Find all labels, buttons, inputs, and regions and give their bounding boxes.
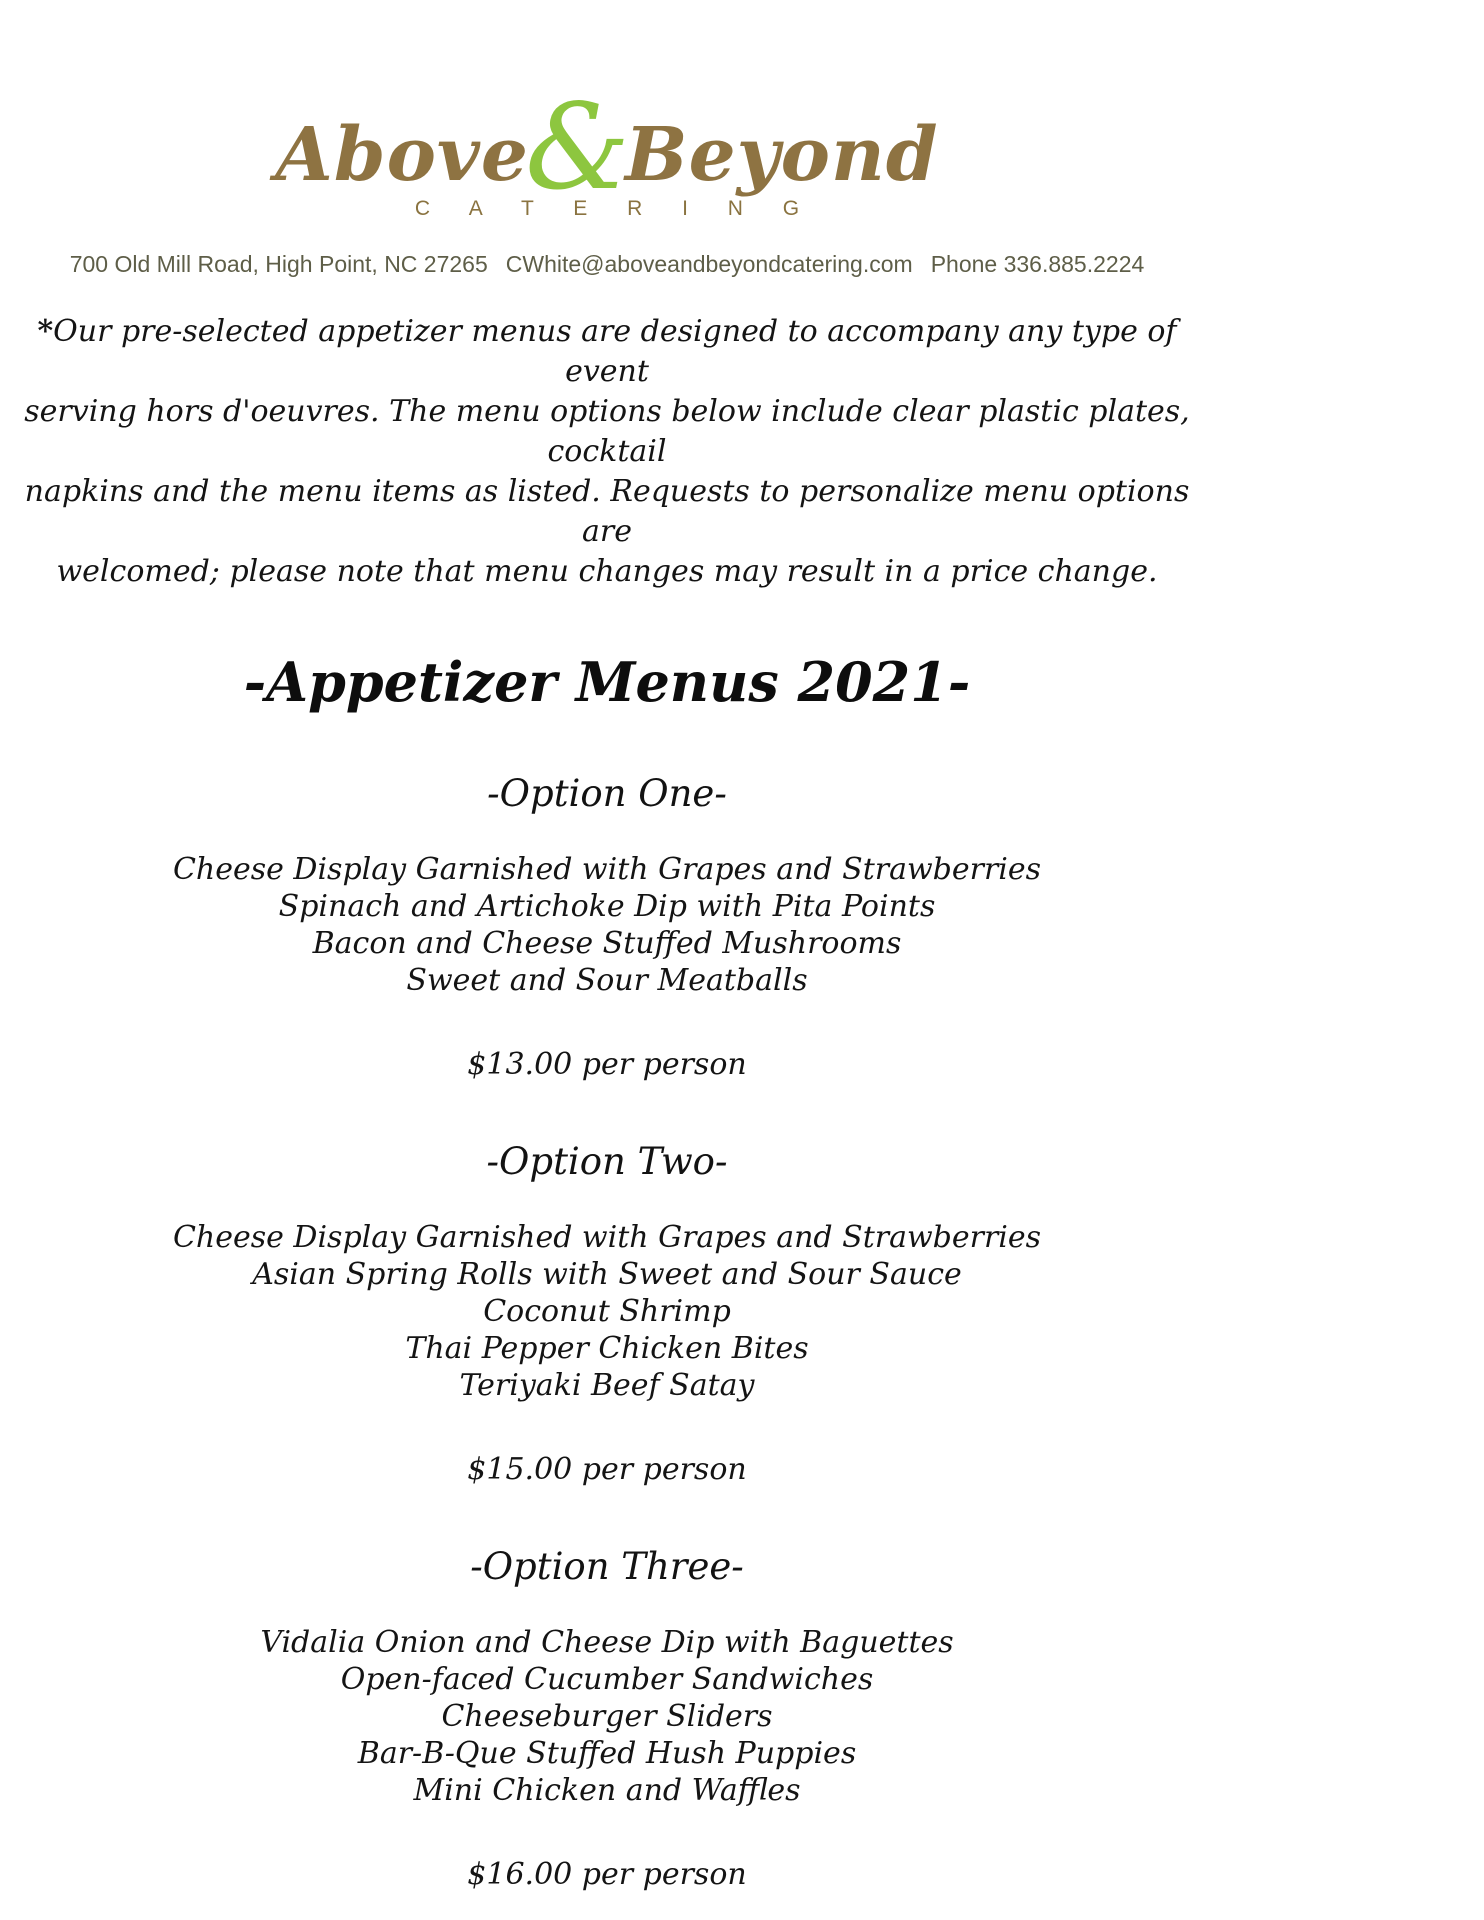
menu-item-list <box>0 1219 1214 1404</box>
intro-line <box>0 312 1214 392</box>
price-per-person: $15.00 per person <box>467 1452 747 1487</box>
brand-logo <box>0 0 1214 219</box>
menu-item-list <box>0 1624 1214 1809</box>
brand-word-above: Above <box>275 112 529 198</box>
menu-section-option-three <box>0 1545 1214 1892</box>
brand-tagline: C A T E R I N G <box>414 197 817 220</box>
contact-email: CWhite@aboveandbeyondcatering.com <box>505 251 913 277</box>
menu-item: Coconut Shrimp <box>483 1294 731 1329</box>
price-per-person: $16.00 per person <box>467 1857 747 1892</box>
section-heading-option-one: -Option One- <box>487 772 727 815</box>
menu-item: Vidalia Onion and Cheese Dip with Baguettes <box>260 1625 954 1660</box>
menu-section-option-two <box>0 1140 1214 1487</box>
contact-line <box>0 251 1214 278</box>
menu-item: Spinach and Artichoke Dip with Pita Points <box>278 889 936 924</box>
menu-item: Cheeseburger Sliders <box>441 1699 773 1734</box>
price-per-person: $13.00 per person <box>467 1047 747 1082</box>
contact-phone: Phone 336.885.2224 <box>930 251 1145 277</box>
menu-item: Cheese Display Garnished with Grapes and Strawberries <box>172 1220 1042 1255</box>
menu-item: Mini Chicken and Waffles <box>413 1773 801 1808</box>
menu-item: Bar-B-Que Stuffed Hush Puppies <box>357 1736 857 1771</box>
brand-word-beyond: Beyond <box>625 112 939 198</box>
section-heading-option-two: -Option Two- <box>486 1140 728 1183</box>
menu-item-list <box>0 851 1214 999</box>
menu-section-option-one <box>0 772 1214 1082</box>
menu-item: Sweet and Sour Meatballs <box>406 963 808 998</box>
menu-item: Teriyaki Beef Satay <box>459 1368 755 1403</box>
intro-paragraph <box>0 312 1214 592</box>
intro-line-text: Our pre-selected appetizer menus are designed to accompany any type of event <box>53 314 1177 389</box>
menu-item: Thai Pepper Chicken Bites <box>405 1331 809 1366</box>
intro-line: welcomed; please note that menu changes may result in a price change. <box>56 554 1158 589</box>
menu-item: Asian Spring Rolls with Sweet and Sour Sauce <box>252 1257 962 1292</box>
menu-item: Bacon and Cheese Stuffed Mushrooms <box>312 926 902 961</box>
menu-item: Cheese Display Garnished with Grapes and Strawberries <box>172 852 1042 887</box>
intro-line: napkins and the menu items as listed. Requests to personalize menu options are <box>24 474 1190 549</box>
brand-wordmark: Above&Beyond <box>275 78 939 216</box>
page-title: -Appetizer Menus 2021- <box>243 650 971 714</box>
section-heading-option-three: -Option Three- <box>470 1545 744 1588</box>
contact-address: 700 Old Mill Road, High Point, NC 27265 <box>69 251 488 277</box>
footnote-asterisk: * <box>37 314 54 349</box>
menu-item: Open-faced Cucumber Sandwiches <box>340 1662 874 1697</box>
intro-line: serving hors d'oeuvres. The menu options below include clear plastic plates, cocktail <box>24 394 1190 469</box>
